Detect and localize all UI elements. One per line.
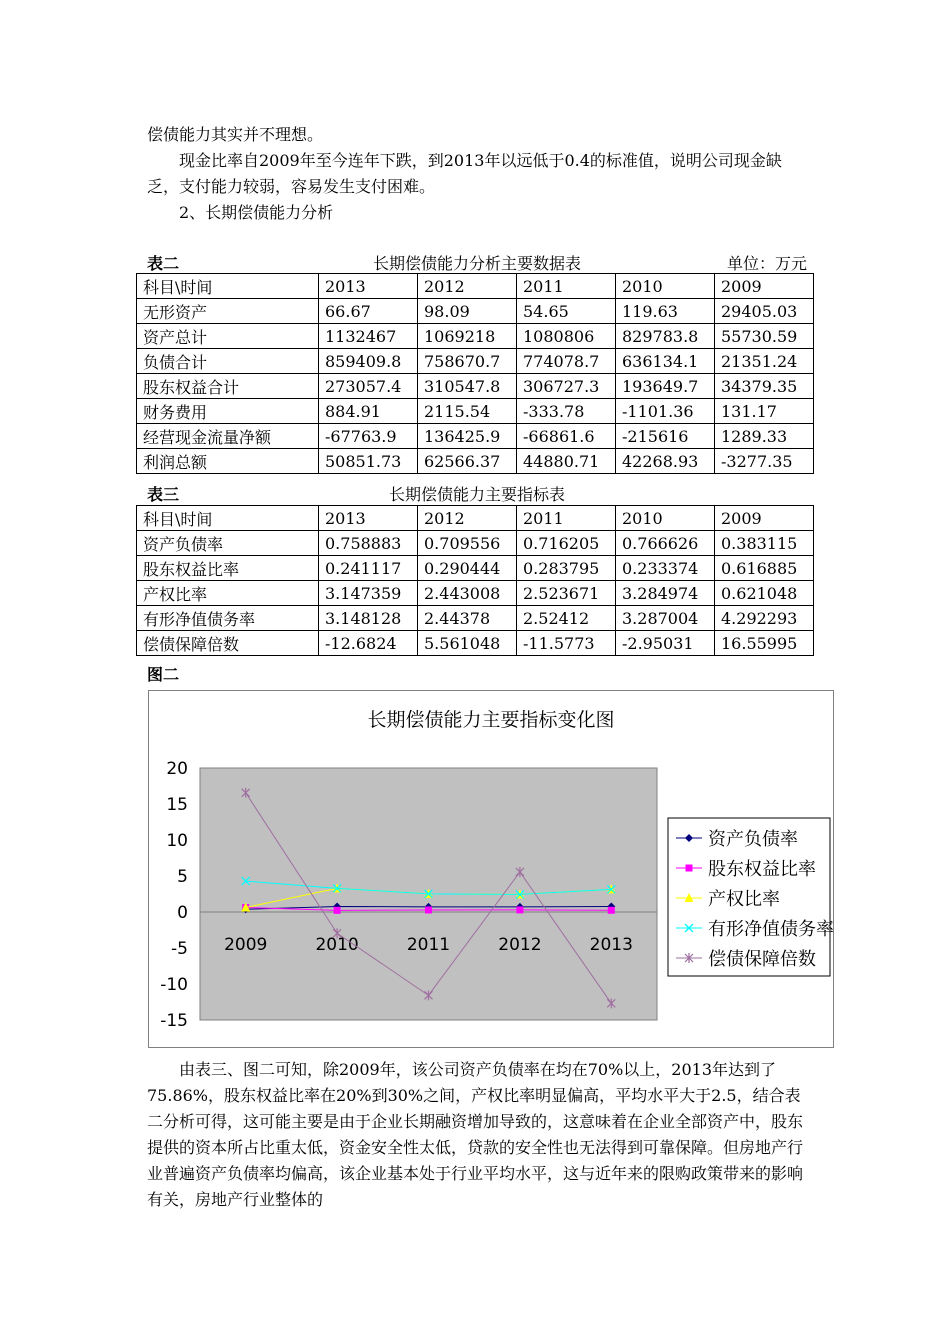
- table2-header-cell: 2012: [418, 274, 517, 299]
- y-tick-label: 0: [177, 903, 188, 923]
- table2-cell: 21351.24: [715, 349, 814, 374]
- table2-cell: 310547.8: [418, 374, 517, 399]
- table3-cell: 3.287004: [616, 606, 715, 631]
- table3-cell: 0.383115: [715, 531, 814, 556]
- table2: [136, 273, 814, 474]
- table2-cell: 758670.7: [418, 349, 517, 374]
- table3-cell: 2.44378: [418, 606, 517, 631]
- table2-cell: -66861.6: [517, 424, 616, 449]
- table2-row-label: 财务费用: [137, 399, 319, 424]
- legend-label: 偿债保障倍数: [708, 949, 816, 970]
- table2-row: [137, 424, 814, 449]
- table2-row: [137, 399, 814, 424]
- table2-row-label: 股东权益合计: [137, 374, 319, 399]
- table3-title: 长期偿债能力主要指标表: [388, 485, 565, 504]
- table2-row-label: 负债合计: [137, 349, 319, 374]
- table3-header-cell: 2012: [418, 506, 517, 531]
- table2-caption: [147, 251, 807, 275]
- table3-cell: -12.6824: [319, 631, 418, 656]
- y-tick-label: 20: [166, 759, 188, 779]
- table2-cell: 136425.9: [418, 424, 517, 449]
- table2-row-label: 经营现金流量净额: [137, 424, 319, 449]
- table2-cell: 98.09: [418, 299, 517, 324]
- intro-line: 偿债能力其实并不理想。: [147, 125, 324, 144]
- x-tick-label: 2012: [498, 935, 542, 955]
- table2-cell: 859409.8: [319, 349, 418, 374]
- table2-cell: 54.65: [517, 299, 616, 324]
- table3-row-label: 股东权益比率: [137, 556, 319, 581]
- table2-cell: 884.91: [319, 399, 418, 424]
- y-tick-label: 5: [177, 867, 188, 887]
- table2-row: [137, 449, 814, 474]
- table3-cell: 0.766626: [616, 531, 715, 556]
- legend-label: 产权比率: [708, 889, 780, 910]
- table3-cell: 3.284974: [616, 581, 715, 606]
- table3-row: [137, 581, 814, 606]
- table2-cell: 119.63: [616, 299, 715, 324]
- data-point: [425, 906, 432, 913]
- table2-cell: 131.17: [715, 399, 814, 424]
- table2-cell: 44880.71: [517, 449, 616, 474]
- table2-header-cell: 2010: [616, 274, 715, 299]
- table3-header-cell: 2013: [319, 506, 418, 531]
- table3-cell: 0.716205: [517, 531, 616, 556]
- data-point: [334, 907, 341, 914]
- table2-title: 长期偿债能力分析主要数据表: [372, 254, 581, 273]
- x-tick-label: 2013: [589, 935, 633, 955]
- table3-cell: 2.52412: [517, 606, 616, 631]
- table3-cell: 5.561048: [418, 631, 517, 656]
- table2-cell: 193649.7: [616, 374, 715, 399]
- table3-row: [137, 556, 814, 581]
- table2-cell: 42268.93: [616, 449, 715, 474]
- table3-row: [137, 606, 814, 631]
- legend-label: 股东权益比率: [708, 859, 816, 880]
- table2-cell: 62566.37: [418, 449, 517, 474]
- table3-row: [137, 631, 814, 656]
- table2-header-cell: 2009: [715, 274, 814, 299]
- table2-cell: 34379.35: [715, 374, 814, 399]
- legend-label: 有形净值债务率: [708, 919, 834, 940]
- table3-cell: -11.5773: [517, 631, 616, 656]
- section-heading: 2、长期偿债能力分析: [179, 203, 334, 222]
- table2-cell: 55730.59: [715, 324, 814, 349]
- table3-cell: -2.95031: [616, 631, 715, 656]
- table3-row-label: 产权比率: [137, 581, 319, 606]
- table3-cell: 0.616885: [715, 556, 814, 581]
- y-tick-label: -10: [160, 975, 188, 995]
- table2-row: [137, 374, 814, 399]
- table3-cell: 0.283795: [517, 556, 616, 581]
- table2-cell: -3277.35: [715, 449, 814, 474]
- table2-cell: 29405.03: [715, 299, 814, 324]
- table2-row: [137, 324, 814, 349]
- table2-unit: 单位：万元: [726, 254, 807, 273]
- table2-cell: 273057.4: [319, 374, 418, 399]
- table2-cell: 306727.3: [517, 374, 616, 399]
- table3-header-cell: 科目\时间: [137, 506, 319, 531]
- table2-header-row: [137, 274, 814, 299]
- table2-cell: -67763.9: [319, 424, 418, 449]
- data-point: [608, 907, 615, 914]
- data-point: [686, 865, 693, 872]
- table2-header-cell: 科目\时间: [137, 274, 319, 299]
- table3-cell: 0.758883: [319, 531, 418, 556]
- table2-row: [137, 349, 814, 374]
- x-tick-label: 2010: [315, 935, 359, 955]
- table3-row: [137, 531, 814, 556]
- figure-label: 图二: [147, 665, 180, 684]
- table2-cell: 50851.73: [319, 449, 418, 474]
- table2-cell: -215616: [616, 424, 715, 449]
- table2-cell: 829783.8: [616, 324, 715, 349]
- y-tick-label: 10: [166, 831, 188, 851]
- table2-cell: -333.78: [517, 399, 616, 424]
- table2-row-label: 资产总计: [137, 324, 319, 349]
- table3-cell: 0.233374: [616, 556, 715, 581]
- table2-header-cell: 2011: [517, 274, 616, 299]
- table3-row-label: 偿债保障倍数: [137, 631, 319, 656]
- table3-caption: [147, 482, 807, 506]
- table2-cell: 774078.7: [517, 349, 616, 374]
- table2-cell: 1289.33: [715, 424, 814, 449]
- table3-cell: 0.241117: [319, 556, 418, 581]
- table2-cell: 66.67: [319, 299, 418, 324]
- cash-ratio-paragraph: 现金比率自2009年至今连年下跌，到2013年以远低于0.4的标准值，说明公司现金缺乏，支付能力较弱，容易发生支付困难。: [147, 151, 782, 196]
- x-tick-label: 2011: [406, 935, 451, 955]
- table3-header-row: [137, 506, 814, 531]
- table2-row-label: 利润总额: [137, 449, 319, 474]
- table3-label: 表三: [147, 485, 180, 504]
- chart-title: 长期偿债能力主要指标变化图: [367, 709, 615, 731]
- data-point: [516, 906, 523, 913]
- table2-cell: 1132467: [319, 324, 418, 349]
- y-tick-label: -15: [160, 1011, 188, 1031]
- table3-header-cell: 2009: [715, 506, 814, 531]
- table3-header-cell: 2011: [517, 506, 616, 531]
- table2-cell: 1080806: [517, 324, 616, 349]
- table2-cell: 1069218: [418, 324, 517, 349]
- y-tick-label: -5: [171, 939, 188, 959]
- conclusion-paragraph: 由表三、图二可知，除2009年，该公司资产负债率在均在70%以上，2013年达到了75.86%，股东权益比率在20%到30%之间，产权比率明显偏高，平均水平大于2.5，结合表二分析可得，这可能主要是由于企业长期融资增加导致的，这意味着在企业全部资产中，股东提供的资本所占比重太低，资金安全性太低，贷款的安全性也无法得到可靠保障。但房地产行业普遍资产负债率均偏高，该企业基本处于行业平均水平，这与近年来的限购政策带来的影响有关，房地产行业整体的: [147, 1060, 804, 1209]
- table2-row: [137, 299, 814, 324]
- table3-cell: 0.709556: [418, 531, 517, 556]
- table3-cell: 3.147359: [319, 581, 418, 606]
- table2-label: 表二: [147, 254, 180, 273]
- y-tick-label: 15: [166, 795, 188, 815]
- table3-row-label: 有形净值债务率: [137, 606, 319, 631]
- table3-cell: 0.621048: [715, 581, 814, 606]
- line-chart: [148, 690, 834, 1048]
- table3-cell: 0.290444: [418, 556, 517, 581]
- legend-label: 资产负债率: [708, 829, 798, 850]
- table3: [136, 505, 814, 656]
- table2-cell: -1101.36: [616, 399, 715, 424]
- table2-cell: 636134.1: [616, 349, 715, 374]
- table3-cell: 3.148128: [319, 606, 418, 631]
- table3-cell: 16.55995: [715, 631, 814, 656]
- table2-header-cell: 2013: [319, 274, 418, 299]
- table3-row-label: 资产负债率: [137, 531, 319, 556]
- table3-header-cell: 2010: [616, 506, 715, 531]
- table2-row-label: 无形资产: [137, 299, 319, 324]
- table3-cell: 4.292293: [715, 606, 814, 631]
- table3-cell: 2.443008: [418, 581, 517, 606]
- table2-cell: 2115.54: [418, 399, 517, 424]
- table3-cell: 2.523671: [517, 581, 616, 606]
- x-tick-label: 2009: [224, 935, 268, 955]
